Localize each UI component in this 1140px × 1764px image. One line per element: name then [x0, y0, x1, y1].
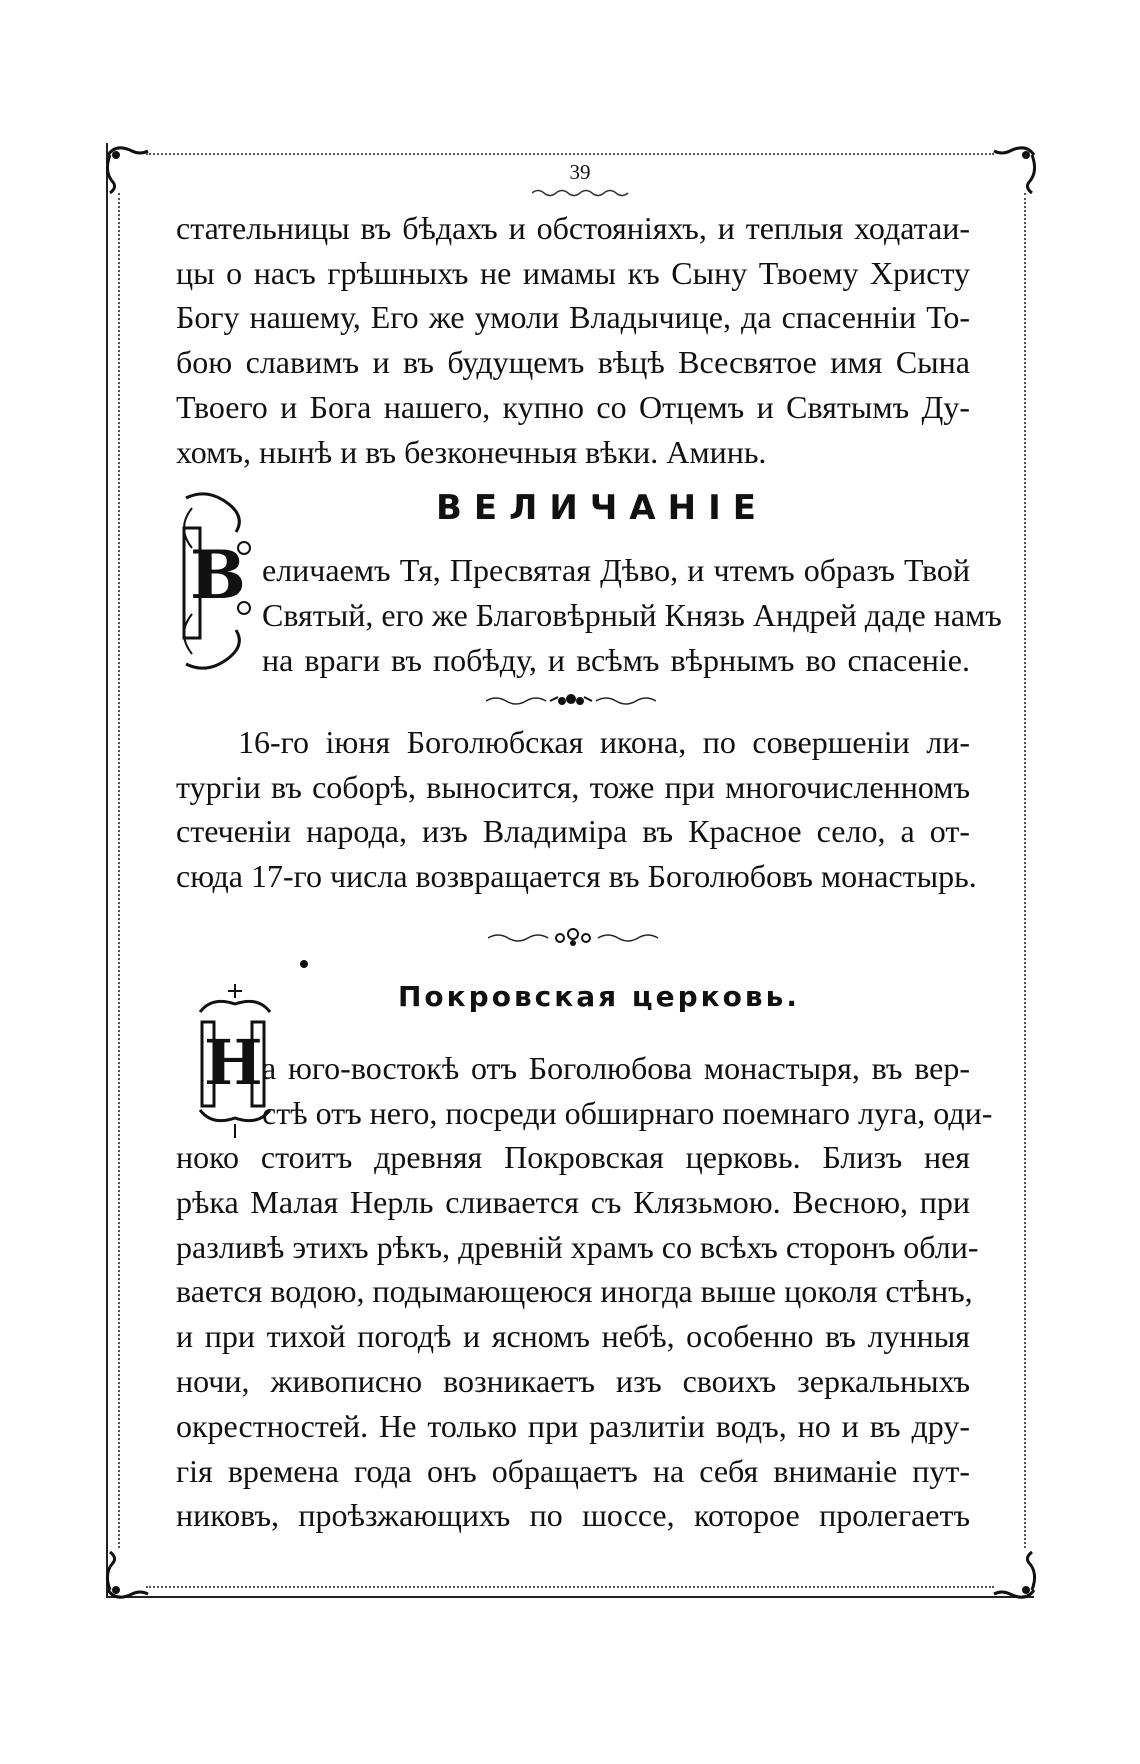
text-line: тургіи въ соборѣ, выносится, тоже при многочисленномъ — [176, 768, 970, 805]
text-line: гія времена года онъ обращаетъ на себя вниманіе пут- — [176, 1452, 970, 1489]
text-line: сюда 17-го числа возвращается въ Боголюбовъ монастырь. — [176, 858, 977, 895]
paragraph-pokrovskaya-start — [262, 1046, 993, 1135]
text-line: на враги въ побѣду, и всѣмъ вѣрнымъ во спасеніе. — [262, 642, 970, 678]
dropcap-letter: Н — [204, 1026, 263, 1099]
divider-ornament-icon — [488, 928, 658, 948]
section-heading-velichanie: ВЕЛИЧАНІЕ — [436, 488, 768, 528]
frame-dotted-bottom — [146, 1586, 994, 1588]
section-heading-pokrovskaya: Покровская церковь. — [398, 980, 800, 1013]
corner-flourish-icon — [980, 1544, 1040, 1604]
frame-dotted-left — [118, 193, 120, 1548]
text-line: Святый, его же Благовѣрный Князь Андрей даде намъ — [262, 597, 1002, 633]
text-line: ночи, живописно возникаетъ изъ своихъ зеркальныхъ — [176, 1362, 970, 1399]
text-line: 16-го іюня Боголюбская икона, по совершеніи ли- — [238, 724, 970, 760]
page-number: 39 — [569, 160, 591, 184]
text-line: цы о насъ грѣшныхъ не имамы къ Сыну Твоему Христу — [176, 254, 970, 291]
dropcap-letter: В — [190, 536, 246, 614]
text-line: и при тихой погодѣ и ясномъ небѣ, особенно въ лунныя — [176, 1318, 970, 1355]
text-line: бою славимъ и въ будущемъ вѣцѣ Всесвятое имя Сына — [176, 344, 970, 381]
text-line: Богу нашему, Его же умоли Владычице, да спасенніи То- — [176, 299, 970, 336]
divider-ornament-icon — [486, 691, 656, 711]
frame-dotted-top — [146, 153, 994, 155]
text-line: а юго-востокѣ отъ Боголюбова монастыря, въ вер- — [262, 1050, 970, 1086]
text-line: еличаемъ Тя, Пресвятая Дѣво, и чтемъ образъ Твой — [262, 552, 970, 588]
text-line: Твоего и Бога нашего, купно со Отцемъ и Святымъ Ду- — [176, 388, 970, 425]
corner-flourish-icon — [980, 141, 1040, 201]
text-line: разливѣ этихъ рѣкъ, древній храмъ со всѣхъ сторонъ обли- — [176, 1228, 979, 1265]
text-line: никовъ, проѣзжающихъ по шоссе, которое пролегаетъ — [176, 1497, 970, 1534]
paragraph-bogolyubskaya-icon — [176, 720, 977, 899]
text-line: стеченіи народа, изъ Владиміра въ Красное село, а от- — [176, 813, 970, 850]
ink-speck — [300, 960, 308, 968]
corner-flourish-icon — [102, 141, 162, 201]
text-line: стѣ отъ него, посреди обширнаго поемнаго луга, оди- — [262, 1094, 993, 1131]
text-line: хомъ, нынѣ и въ безконечныя вѣки. Аминь. — [176, 433, 767, 470]
paragraph-velichanie — [262, 548, 1002, 683]
page-number-wave-ornament — [532, 188, 632, 198]
text-line: окрестностей. Не только при разлитіи водъ, но и въ дру- — [176, 1407, 970, 1444]
corner-flourish-icon — [102, 1544, 162, 1604]
text-line: вается водою, подымающеюся иногда выше цоколя стѣнъ, — [176, 1273, 973, 1310]
text-line: рѣка Малая Нерль сливается съ Клязьмою. Весною, при — [176, 1183, 970, 1220]
paragraph-prayer-ending — [176, 206, 970, 474]
text-line: стательницы въ бѣдахъ и обстояніяхъ, и теплыя ходатаи- — [176, 210, 970, 246]
paragraph-pokrovskaya-body — [176, 1135, 979, 1538]
text-line: ноко стоитъ древняя Покровская церковь. Близъ нея — [176, 1139, 970, 1175]
frame-dotted-right — [1024, 193, 1026, 1548]
